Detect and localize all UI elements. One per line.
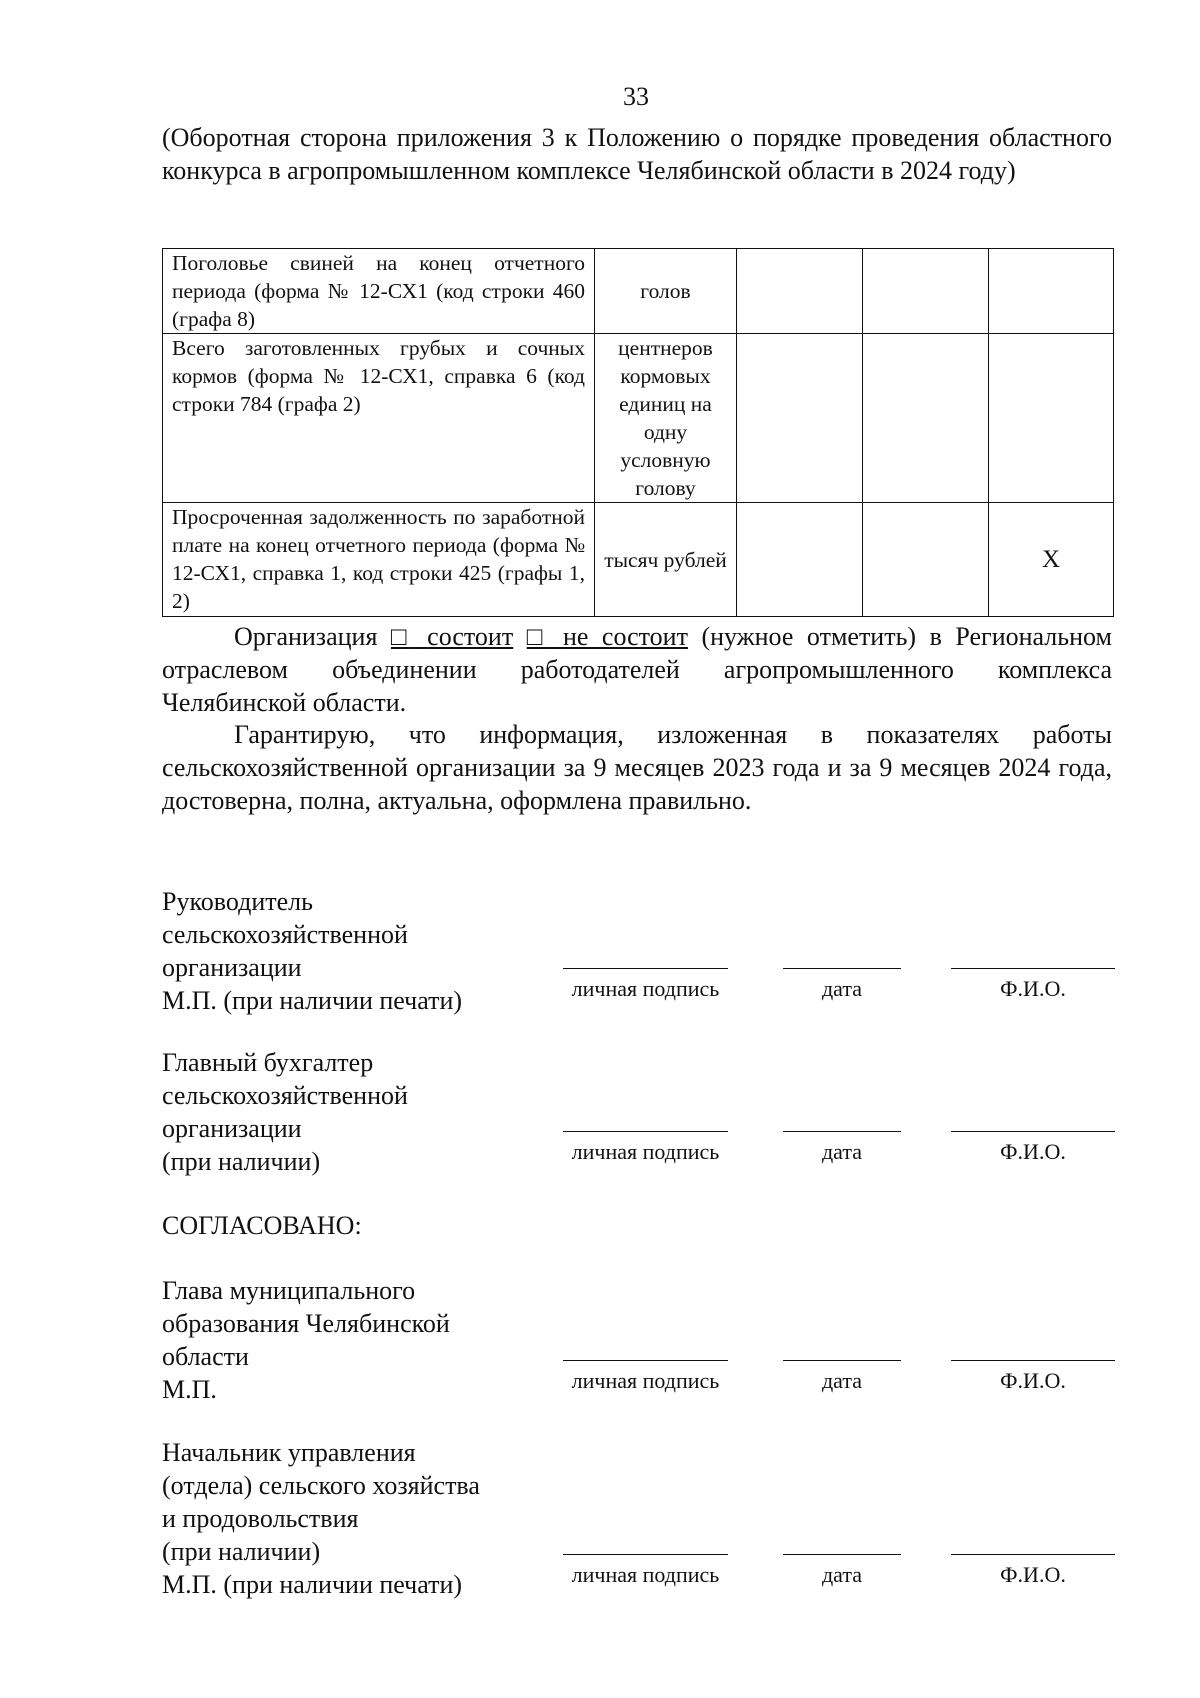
option-not-member-label: не состоит [562, 622, 688, 651]
signatory-title-line: области [162, 1342, 249, 1371]
date-caption: дата [821, 1139, 863, 1164]
signatory-title-line: и продовольствия [162, 1504, 359, 1533]
signatory-title-line: Начальник управления [162, 1438, 416, 1467]
signatory-title-line: организации [162, 1114, 302, 1143]
indicator-name: Всего заготовленных грубых и сочных кормов (форма № 12-СХ1, справка 6 (код строки 784 (графа 2) [163, 334, 595, 503]
signature-caption: личная подпись [571, 976, 720, 1001]
value-cell [863, 249, 989, 334]
date-caption: дата [821, 976, 863, 1001]
accountant-signatory-block [162, 1046, 582, 1178]
signatory-title-line: Глава муниципального [162, 1276, 416, 1305]
table-row [163, 334, 1114, 503]
value-cell [737, 503, 863, 617]
signatory-title-line: (отдела) сельского хозяйства [162, 1471, 480, 1500]
option-not-member[interactable] [527, 622, 688, 651]
signatory-title-line: (при наличии) [162, 1147, 321, 1176]
head-signatory-block [162, 885, 582, 1017]
date-line[interactable] [783, 1131, 901, 1132]
indicator-unit: центнеров кормовых единиц на одну условную голову [595, 334, 737, 503]
signatory-title-line: сельскохозяйственной [162, 1081, 408, 1110]
municipal-head-signatory-block [162, 1274, 582, 1406]
signature-caption: личная подпись [571, 1368, 720, 1393]
signatory-title-line: (при наличии) [162, 1537, 321, 1566]
signatory-title-line: организации [162, 953, 302, 982]
signature-line[interactable] [563, 968, 728, 969]
date-line[interactable] [783, 968, 901, 969]
value-cell [989, 334, 1114, 503]
membership-suffix: (нужное отметить) в Региональном отраслевом объединении работодателей агропромышленного комплекса Челябинской области. [162, 622, 1113, 717]
page-number: 33 [623, 82, 649, 111]
value-cell [989, 249, 1114, 334]
fio-caption: Ф.И.О. [1000, 1368, 1066, 1393]
fio-caption: Ф.И.О. [1000, 1562, 1066, 1587]
indicator-name: Поголовье свиней на конец отчетного периода (форма № 12-СХ1 (код строки 460 (графа 8) [163, 249, 595, 334]
fio-caption: Ф.И.О. [1000, 976, 1066, 1001]
signature-caption: личная подпись [571, 1139, 720, 1164]
agreed-heading: СОГЛАСОВАНО: [162, 1211, 362, 1240]
indicators-table [162, 248, 1114, 617]
option-member-label: состоит [427, 622, 514, 651]
signature-caption: личная подпись [571, 1562, 720, 1587]
signatory-title-line: М.П. (при наличии печати) [162, 1570, 463, 1599]
membership-paragraph [162, 620, 1112, 719]
signature-line[interactable] [563, 1360, 728, 1361]
signatory-title-line: М.П. [162, 1375, 217, 1404]
date-line[interactable] [783, 1554, 901, 1555]
indicator-unit: голов [595, 249, 737, 334]
indicator-unit: тысяч рублей [595, 503, 737, 617]
value-cell [737, 334, 863, 503]
signatory-title-line: сельскохозяйственной [162, 920, 408, 949]
value-cell [863, 334, 989, 503]
signatory-title-line: М.П. (при наличии печати) [162, 986, 463, 1015]
signatory-title-line: Руководитель [162, 887, 313, 916]
fio-line[interactable] [951, 1360, 1115, 1361]
value-cell [737, 249, 863, 334]
membership-prefix: Организация [234, 622, 378, 651]
fio-line[interactable] [951, 968, 1115, 969]
date-line[interactable] [783, 1360, 901, 1361]
fio-line[interactable] [951, 1554, 1115, 1555]
guarantee-paragraph: Гарантирую, что информация, изложенная в показателях работы сельскохозяйственной организации за 9 месяцев 2023 года и за 9 месяцев 2024 года, достоверна, полна, актуальна, оформлена правильно. [162, 720, 1112, 815]
signature-line[interactable] [563, 1554, 728, 1555]
indicator-name: Просроченная задолженность по заработной плате на конец отчетного периода (форма № 12-СХ1, справка 1, код строки 425 (графы 1, 2) [163, 503, 595, 617]
date-caption: дата [821, 1562, 863, 1587]
option-member[interactable] [391, 622, 513, 651]
checkbox-icon: □ [390, 622, 414, 651]
value-cell: Х [989, 503, 1114, 617]
date-caption: дата [821, 1368, 863, 1393]
signatory-title-line: Главный бухгалтер [162, 1048, 374, 1077]
fio-line[interactable] [951, 1131, 1115, 1132]
signature-line[interactable] [563, 1131, 728, 1132]
checkbox-icon: □ [526, 622, 550, 651]
appendix-header-note: (Оборотная сторона приложения 3 к Положению о порядке проведения областного конкурса в агропромышленном комплексе Челябинской области в 2024 году) [162, 123, 1112, 185]
table-row [163, 503, 1114, 617]
fio-caption: Ф.И.О. [1000, 1139, 1066, 1164]
signatory-title-line: образования Челябинской [162, 1309, 450, 1338]
value-cell [863, 503, 989, 617]
table-row [163, 249, 1114, 334]
